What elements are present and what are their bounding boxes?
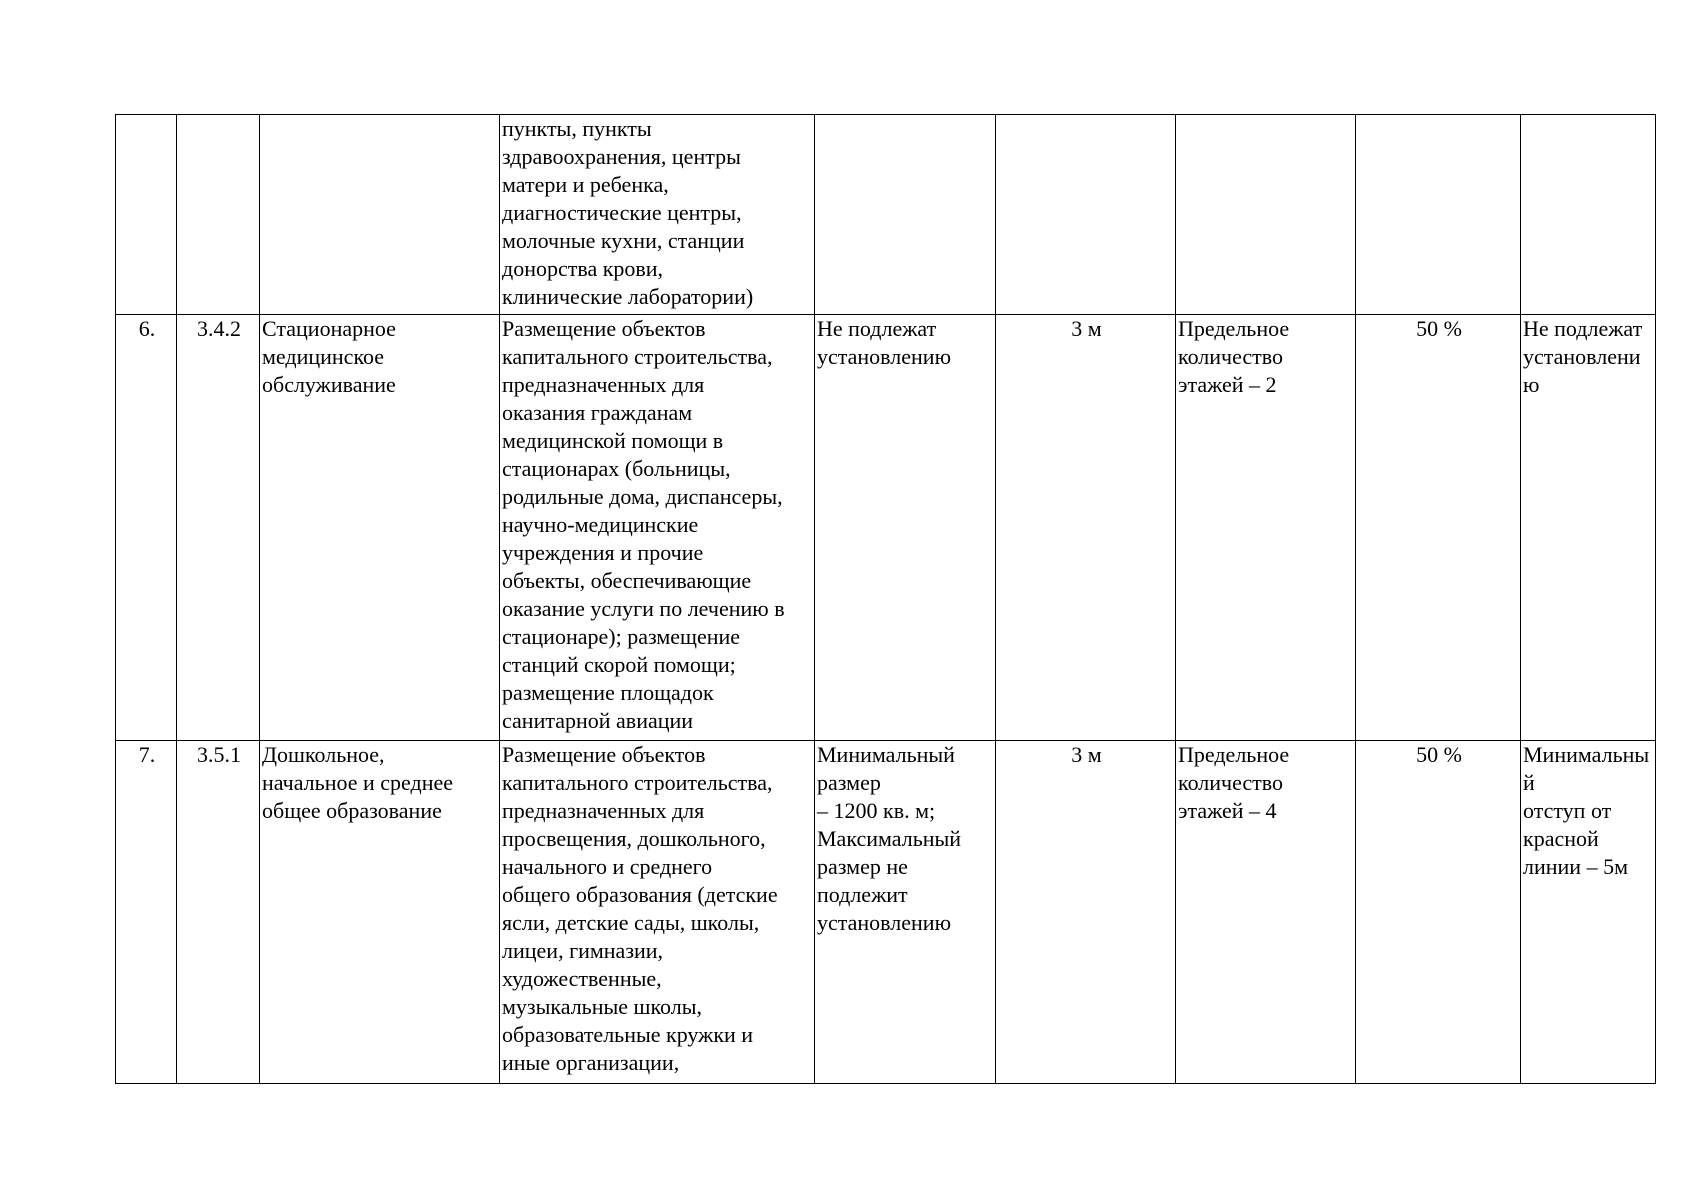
max-floors-cell (1176, 115, 1356, 315)
name-line: медицинское (262, 344, 385, 369)
description-line: предназначенных для (502, 372, 705, 397)
name-line: начальное и среднее (262, 770, 454, 795)
other-line: линии – 5м (1523, 854, 1628, 879)
floors-line: этажей – 4 (1178, 798, 1277, 823)
plot-size-line: размер (817, 770, 881, 795)
table-row-continuation (116, 115, 1656, 315)
other-params-cell (1521, 115, 1656, 315)
row-number-cell: 6. (116, 315, 177, 741)
max-floors-cell (1176, 315, 1356, 741)
description-line: художественные, (502, 966, 662, 991)
description-line: образовательные кружки и (502, 1022, 754, 1047)
description-line: объекты, обеспечивающие (502, 568, 752, 593)
description-line: оказания гражданам (502, 400, 693, 425)
classifier-code-cell: 3.5.1 (177, 741, 260, 1084)
description-line: оказание услуги по лечению в (502, 596, 785, 621)
description-line: музыкальные школы, (502, 994, 703, 1019)
description-line: санитарной авиации (502, 708, 694, 733)
description-line: Размещение объектов (502, 316, 706, 341)
plot-size-cell (815, 315, 996, 741)
max-floors-cell (1176, 741, 1356, 1084)
floors-line: этажей – 2 (1178, 372, 1277, 397)
floors-line: Предельное (1178, 742, 1290, 767)
other-line: Минимальны (1523, 742, 1650, 767)
description-line: капитального строительства, (502, 344, 773, 369)
description-line: станций скорой помощи; (502, 652, 736, 677)
description-line: клинические лаборатории) (502, 284, 754, 309)
use-type-description-cell (500, 115, 815, 315)
description-line: матери и ребенка, (502, 172, 669, 197)
description-line: научно-медицинские (502, 512, 699, 537)
table-row-7 (116, 741, 1656, 1084)
coverage-percent-cell: 50 % (1356, 315, 1521, 741)
plot-size-cell (815, 115, 996, 315)
floors-line: Предельное (1178, 316, 1290, 341)
plot-size-line: размер не (817, 854, 908, 879)
row-number-cell (116, 115, 177, 315)
min-offset-cell (996, 115, 1176, 315)
plot-size-line: Не подлежат (817, 316, 937, 341)
description-line: предназначенных для (502, 798, 705, 823)
name-line: обслуживание (262, 372, 396, 397)
classifier-code-cell: 3.4.2 (177, 315, 260, 741)
description-line: лицеи, гимназии, (502, 938, 664, 963)
description-line: начального и среднего (502, 854, 713, 879)
name-line: общее образование (262, 798, 442, 823)
plot-size-cell (815, 741, 996, 1084)
plot-size-line: – 1200 кв. м; (817, 798, 936, 823)
plot-size-line: подлежит (817, 882, 908, 907)
description-line: родильные дома, диспансеры, (502, 484, 783, 509)
description-line: учреждения и прочие (502, 540, 704, 565)
floors-line: количество (1178, 770, 1284, 795)
plot-size-line: установлению (817, 910, 952, 935)
land-use-regulations-table (115, 114, 1656, 1084)
classifier-code-cell (177, 115, 260, 315)
plot-size-line: установлению (817, 344, 952, 369)
plot-size-line: Максимальный (817, 826, 962, 851)
description-line: Размещение объектов (502, 742, 706, 767)
description-line: капитального строительства, (502, 770, 773, 795)
description-line: пункты, пункты (502, 116, 652, 141)
row-number-cell: 7. (116, 741, 177, 1084)
description-line: размещение площадок (502, 680, 714, 705)
other-line: установлени (1523, 344, 1641, 369)
description-line: молочные кухни, станции (502, 228, 745, 253)
floors-line: количество (1178, 344, 1284, 369)
description-line: общего образования (детские (502, 882, 778, 907)
name-line: Стационарное (262, 316, 396, 341)
use-type-description-cell (500, 741, 815, 1084)
description-line: здравоохранения, центры (502, 144, 741, 169)
description-line: стационаре); размещение (502, 624, 741, 649)
use-type-name-cell (260, 315, 500, 741)
other-line: отступ от (1523, 798, 1612, 823)
coverage-percent-cell: 50 % (1356, 741, 1521, 1084)
min-offset-cell: 3 м (996, 741, 1176, 1084)
other-line: ю (1523, 372, 1540, 397)
other-params-cell (1521, 741, 1656, 1084)
description-line: диагностические центры, (502, 200, 742, 225)
other-line: красной (1523, 826, 1599, 851)
table-row-6 (116, 315, 1656, 741)
other-line: й (1523, 770, 1535, 795)
description-line: медицинской помощи в (502, 428, 724, 453)
description-line: ясли, детские сады, школы, (502, 910, 760, 935)
plot-size-line: Минимальный (817, 742, 955, 767)
name-line: Дошкольное, (262, 742, 385, 767)
use-type-name-cell (260, 115, 500, 315)
description-line: иные организации, (502, 1050, 680, 1075)
min-offset-cell: 3 м (996, 315, 1176, 741)
use-type-description-cell (500, 315, 815, 741)
other-params-cell (1521, 315, 1656, 741)
coverage-percent-cell (1356, 115, 1521, 315)
description-line: донорства крови, (502, 256, 664, 281)
description-line: просвещения, дошкольного, (502, 826, 766, 851)
other-line: Не подлежат (1523, 316, 1643, 341)
description-line: стационарах (больницы, (502, 456, 731, 481)
use-type-name-cell (260, 741, 500, 1084)
